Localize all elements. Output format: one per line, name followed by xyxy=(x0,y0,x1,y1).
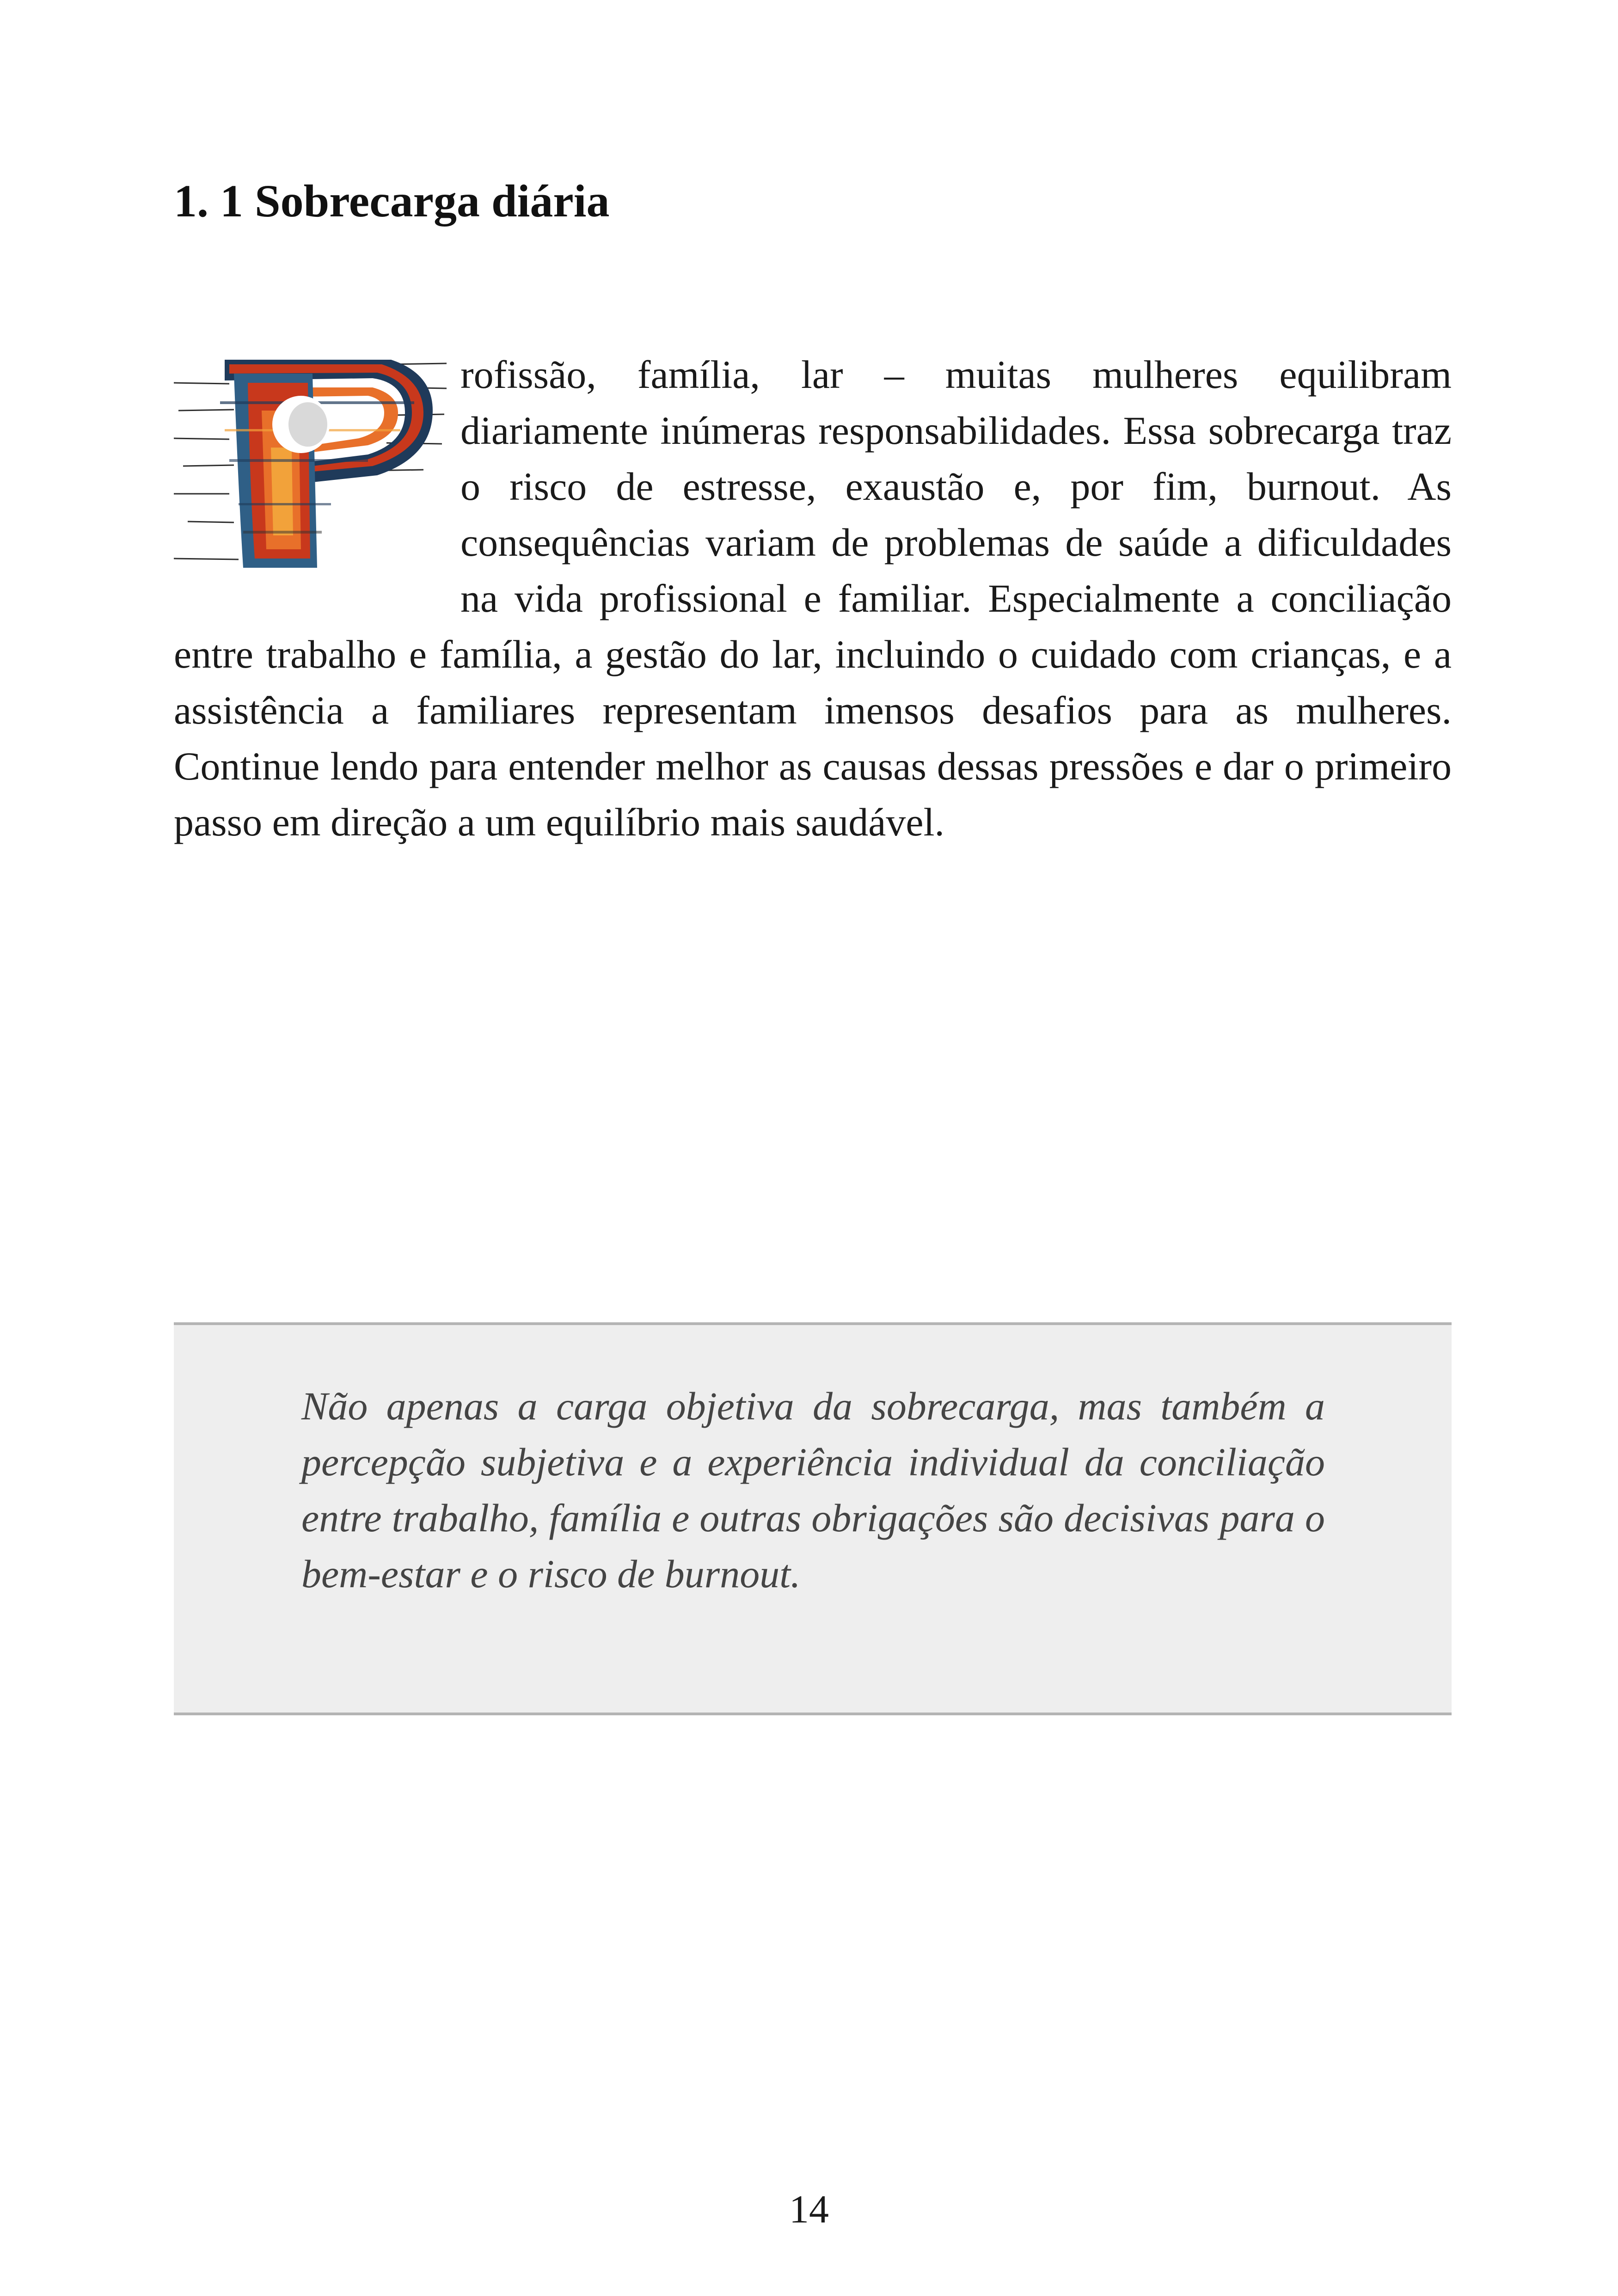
highlight-box xyxy=(174,1322,1452,1715)
section-heading: 1. 1 Sobrecarga diária xyxy=(174,175,610,227)
highlight-quote: Não apenas a carga objetiva da sobrecarga, mas também a percepção subjetiva e a experiência individual da conciliação entre trabalho, família e outras obrigações são decisivas para o bem-estar e o risco de burnout. xyxy=(301,1384,1325,1596)
intro-text: rofissão, família, lar – muitas mulheres equilibram diariamente inúmeras responsabilidades. Essa sobrecarga traz o risco de estresse, exaustão e, por fim, burnout. As consequências variam de problemas de saúde a dificuldades na vida profissional e familiar. Especialmente a conciliação entre trabalho e família, a gestão do lar, incluindo o cuidado com crianças, e a assistência a familiares representam imensos desafios para as mulheres. Continue lendo para entender melhor as causas dessas pressões e dar o primeiro passo em direção a um equilíbrio mais saudável. xyxy=(174,352,1452,844)
intro-paragraph xyxy=(174,347,1452,850)
page-number: 14 xyxy=(789,2187,829,2231)
drop-cap-p-illustration xyxy=(174,355,447,572)
